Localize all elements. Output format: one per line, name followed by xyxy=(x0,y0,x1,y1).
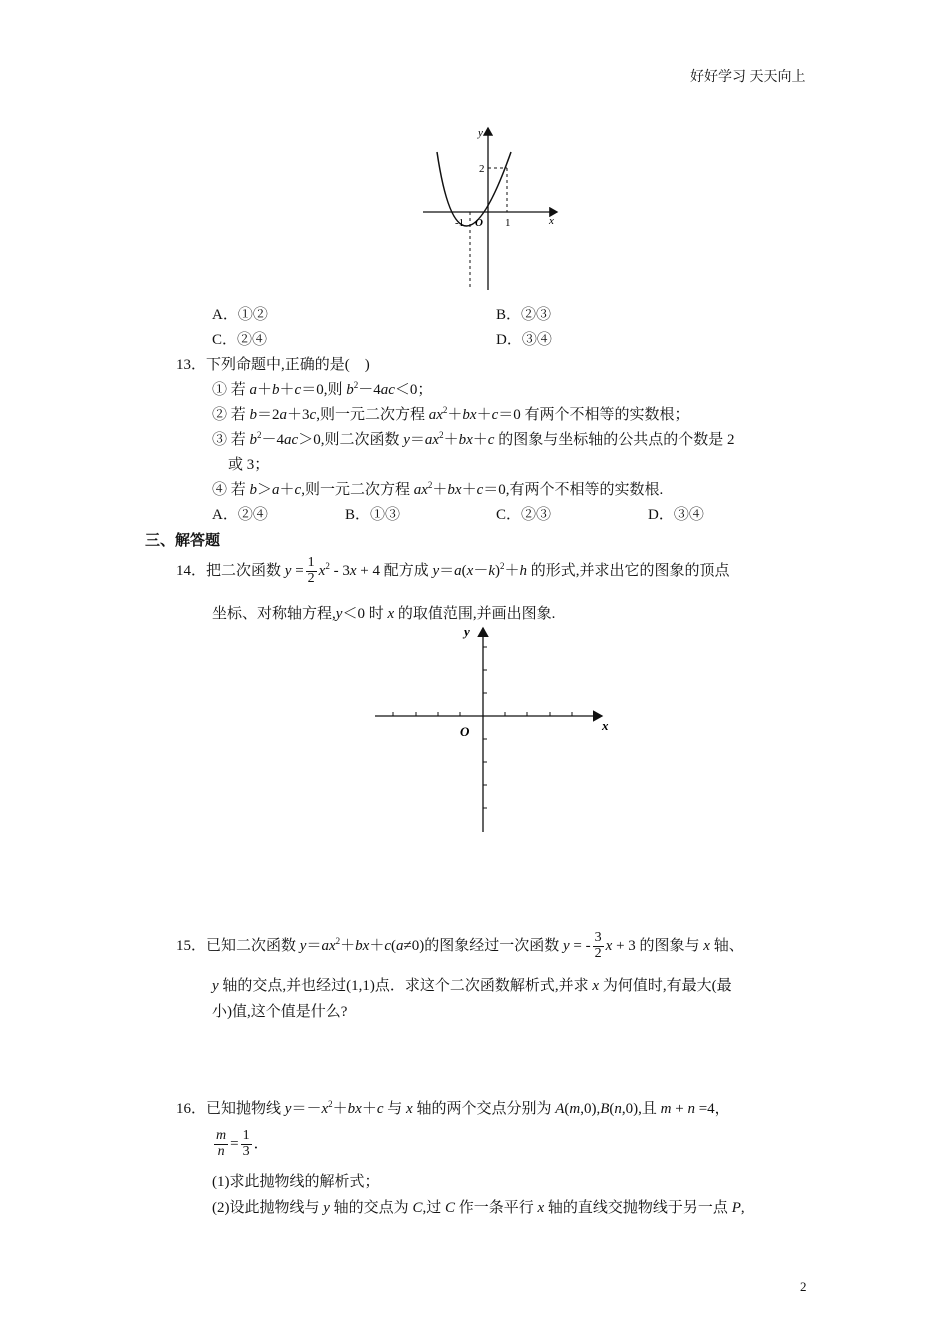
q15-stem: 15．已知二次函数 $y=ax^2+bx+c(a\ne 0)$的图象经过一次函数 y = - $\frac{3}{2}$ x + 3 的图象与 x 轴、 xyxy=(176,930,744,962)
q14-stem-cont: 坐标、对称轴方程,y＜0 时 x 的取值范围,并画出图象. xyxy=(212,606,556,622)
q12-neg1-label: -1 xyxy=(455,217,465,229)
q13-statement-3: ③ 若 $b^2-4ac>0$,则二次函数 $y=ax^2+bx+c$ 的图象与坐标轴的公共点的个数是 2 xyxy=(212,430,735,448)
q14-y-label: y xyxy=(464,624,470,639)
q14-stem: 14．把二次函数 y = $\frac{1}{2}$ $x^2 - 3x + 4$ 配方成 $y=a(x-k)^2+h$ 的形式,并求出它的图象的顶点 xyxy=(176,555,730,587)
q13-statement-3-cont: 或 3； xyxy=(228,457,270,473)
header-slogan: 好好学习 天天向上 xyxy=(690,70,806,85)
q13-statement-2: ② 若 b＝2a＋3c,则一元二次方程 $ax^2+bx+c=0$ 有两个不相等的实数根； xyxy=(212,405,690,423)
q13-statement-1: ① 若 a＋b＋c＝0,则 $b^2-4ac<0$； xyxy=(212,380,433,398)
q13-option-c: C．②③ xyxy=(496,507,552,523)
q12-parabola xyxy=(437,152,511,226)
q16-condition: $\frac{m}{n}$ = $\frac{1}{3}$ ． xyxy=(216,1128,269,1160)
q13-option-b: B．①③ xyxy=(345,507,401,523)
q12-x-label: x xyxy=(549,215,554,227)
q12-option-d: D．③④ xyxy=(496,332,552,348)
q12-origin-label: O xyxy=(475,217,483,229)
q15-stem-cont-1: y 轴的交点,并也经过(1,1)点．求这个二次函数解析式,并求 x 为何值时,有最大(最 xyxy=(212,978,732,994)
q16-part-1: (1)求此抛物线的解析式； xyxy=(212,1174,380,1190)
q12-1-label: 1 xyxy=(505,217,511,229)
q14-coordinate-grid xyxy=(370,620,615,835)
q16-part-2: (2)设此抛物线与 y 轴的交点为 C,过 C 作一条平行 x 轴的直线交抛物线于另一点 P, xyxy=(212,1200,745,1216)
page-number: 2 xyxy=(800,1279,807,1294)
q13-stem: 13．下列命题中,正确的是( ) xyxy=(176,357,370,373)
q13-option-a: A．②④ xyxy=(212,507,268,523)
section-title: 三、解答题 xyxy=(145,531,221,549)
q12-2-label: 2 xyxy=(479,163,485,175)
q12-parabola-graph xyxy=(415,120,565,295)
q14-x-label: x xyxy=(602,718,609,733)
q12-option-a: A．①② xyxy=(212,307,268,323)
q14-origin-label: O xyxy=(460,724,470,739)
q13-statement-4: ④ 若 b＞a＋c,则一元二次方程 $ax^2+bx+c=0$,有两个不相等的实数根. xyxy=(212,480,664,498)
q16-stem: 16．已知抛物线 $y=-x^2+bx+c$ 与 x 轴的两个交点分别为 A(m,0),B(n,0),且 m + n =4， xyxy=(176,1099,730,1117)
q12-y-label: y xyxy=(478,127,483,139)
q12-option-b: B．②③ xyxy=(496,307,552,323)
q15-stem-cont-2: 小)值,这个值是什么? xyxy=(212,1004,348,1020)
q13-option-d: D．③④ xyxy=(648,507,704,523)
q12-option-c: C．②④ xyxy=(212,332,268,348)
